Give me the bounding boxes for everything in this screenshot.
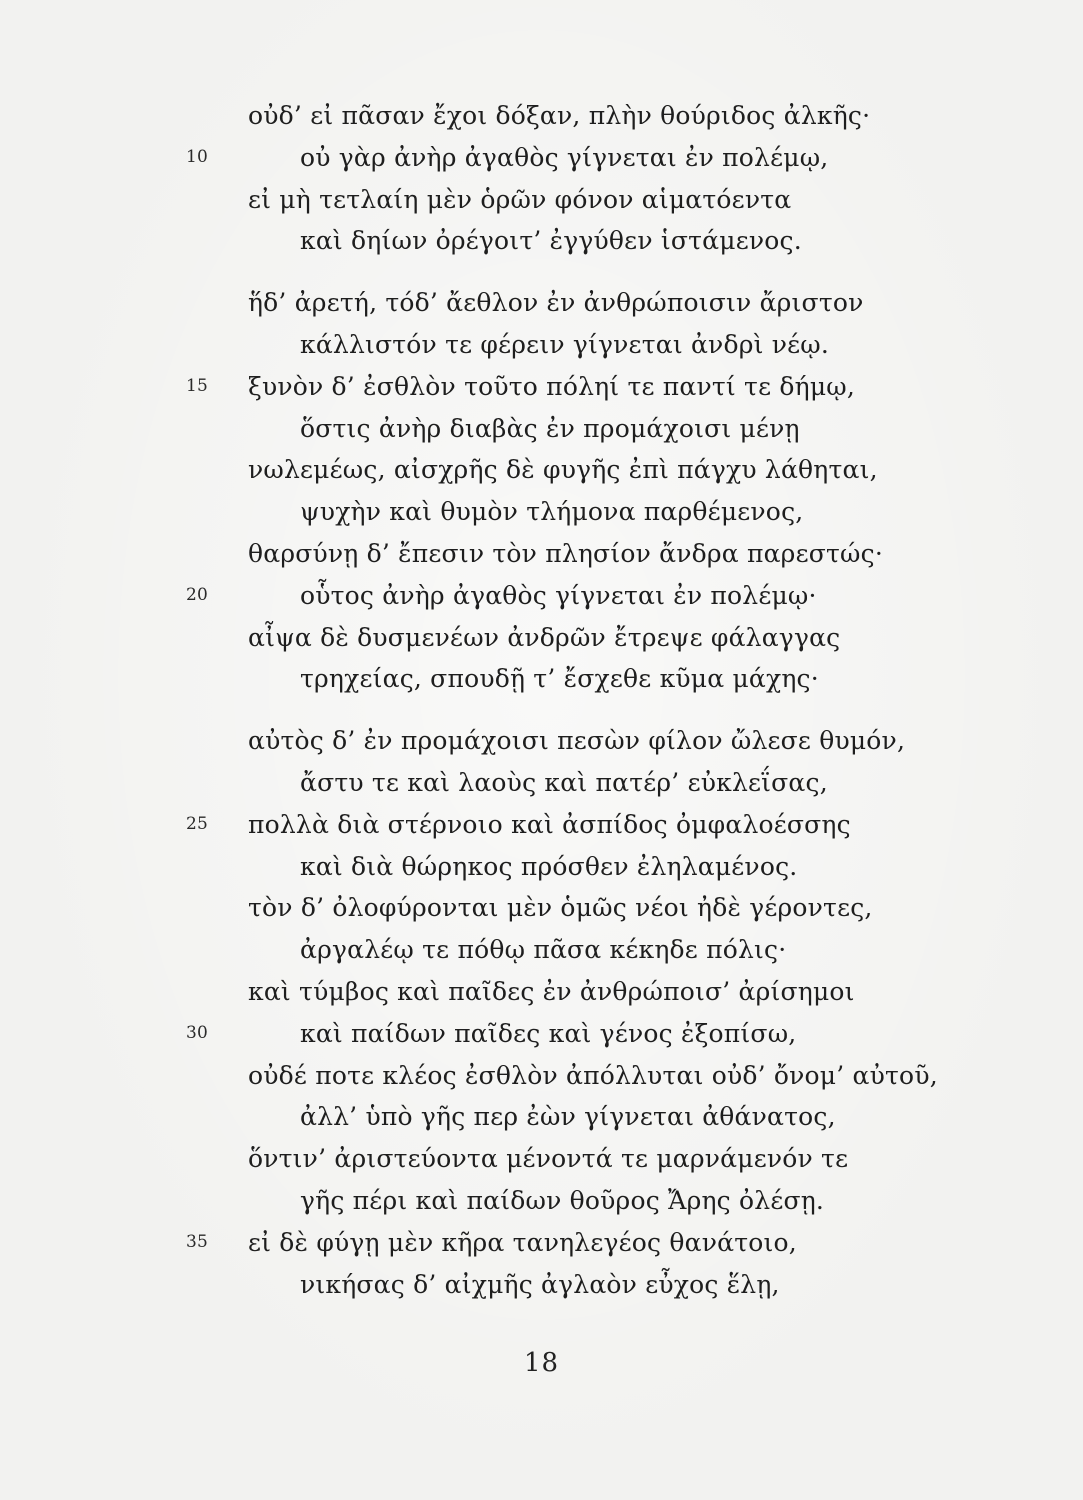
verse-line (0, 366, 1083, 408)
poem-text (0, 95, 1083, 1305)
verse-text: γῆς πέρι καὶ παίδων θοῦρος Ἄρης ὀλέσῃ. (300, 1185, 825, 1215)
verse-text: οὐδ’ εἰ πᾶσαν ἔχοι δόξαν, πλὴν θούριδος ἀλκῆς· (248, 101, 871, 130)
verse-text: καὶ διὰ θώρηκος πρόσθεν ἐληλαμένος. (300, 851, 798, 881)
verse-text: καὶ δηίων ὀρέγοιτ’ ἐγγύθεν ἱστάμενος. (300, 226, 802, 256)
verse-line (0, 762, 1083, 804)
page-number: 18 (523, 1348, 560, 1378)
verse-line (0, 282, 1083, 324)
verse-text: καὶ παίδων παῖδες καὶ γένος ἐξοπίσω, (300, 1018, 797, 1048)
verse-line (0, 971, 1083, 1013)
verse-line (0, 1013, 1083, 1055)
verse-line (0, 533, 1083, 575)
verse-text: ἥδ’ ἀρετή, τόδ’ ἄεθλον ἐν ἀνθρώποισιν ἄριστον (248, 288, 864, 318)
verse-text: ἄστυ τε καὶ λαοὺς καὶ πατέρ’ εὐκλεΐσας, (300, 767, 828, 797)
verse-text: οὐ γὰρ ἀνὴρ ἀγαθὸς γίγνεται ἐν πολέμῳ, (300, 142, 829, 172)
verse-text: ὅντιν’ ἀριστεύοντα μένοντά τε μαρνάμενόν τε (248, 1144, 849, 1174)
verse-line (0, 220, 1083, 262)
verse-line (0, 929, 1083, 971)
line-number: 10 (186, 146, 209, 167)
verse-line (0, 720, 1083, 762)
line-number: 35 (186, 1231, 209, 1252)
verse-line (0, 408, 1083, 450)
verse-line (0, 846, 1083, 888)
verse-line (0, 658, 1083, 700)
verse-line (0, 95, 1083, 137)
line-number: 20 (186, 584, 209, 605)
verse-text: εἰ δὲ φύγῃ μὲν κῆρα τανηλεγέος θανάτοιο, (248, 1227, 797, 1257)
stanza-gap (0, 700, 1083, 720)
verse-line (0, 617, 1083, 659)
verse-text: οὐδέ ποτε κλέος ἐσθλὸν ἀπόλλυται οὐδ’ ὄνομ’ αὐτοῦ, (248, 1060, 938, 1090)
verse-line (0, 1055, 1083, 1097)
verse-text: οὗτος ἀνὴρ ἀγαθὸς γίγνεται ἐν πολέμῳ· (300, 580, 817, 610)
verse-line (0, 887, 1083, 929)
verse-text: ξυνὸν δ’ ἐσθλὸν τοῦτο πόληί τε παντί τε δήμῳ, (248, 371, 855, 401)
verse-text: αἶψα δὲ δυσμενέων ἀνδρῶν ἔτρεψε φάλαγγας (248, 622, 841, 652)
verse-line (0, 1264, 1083, 1306)
line-number: 30 (186, 1022, 209, 1043)
verse-line (0, 491, 1083, 533)
line-number: 25 (186, 813, 209, 834)
verse-text: νωλεμέως, αἰσχρῆς δὲ φυγῆς ἐπὶ πάγχυ λάθηται, (248, 455, 878, 485)
verse-line (0, 137, 1083, 179)
verse-line (0, 449, 1083, 491)
verse-line (0, 179, 1083, 221)
verse-text: τρηχείας, σπουδῇ τ’ ἔσχεθε κῦμα μάχης· (300, 664, 819, 694)
verse-line (0, 575, 1083, 617)
verse-line (0, 1222, 1083, 1264)
verse-line (0, 1138, 1083, 1180)
verse-text: ἀργαλέῳ τε πόθῳ πᾶσα κέκηδε πόλις· (300, 935, 787, 965)
verse-text: θαρσύνῃ δ’ ἔπεσιν τὸν πλησίον ἄνδρα παρεστώς· (248, 538, 883, 568)
verse-text: ἀλλ’ ὑπὸ γῆς περ ἐὼν γίγνεται ἀθάνατος, (300, 1102, 836, 1132)
verse-text: ὅστις ἀνὴρ διαβὰς ἐν προμάχοισι μένῃ (300, 413, 800, 443)
verse-text: κάλλιστόν τε φέρειν γίγνεται ἀνδρὶ νέῳ. (300, 329, 830, 359)
verse-text: νικήσας δ’ αἰχμῆς ἀγλαὸν εὖχος ἕλῃ, (300, 1269, 780, 1299)
verse-text: πολλὰ διὰ στέρνοιο καὶ ἀσπίδος ὀμφαλοέσσης (248, 809, 851, 839)
verse-line (0, 1096, 1083, 1138)
verse-line (0, 804, 1083, 846)
verse-line (0, 1180, 1083, 1222)
verse-text: αὐτὸς δ’ ἐν προμάχοισι πεσὼν φίλον ὤλεσε θυμόν, (248, 726, 906, 756)
verse-text: εἰ μὴ τετλαίη μὲν ὁρῶν φόνον αἱματόεντα (248, 184, 792, 214)
line-number: 15 (186, 375, 209, 396)
stanza-gap (0, 262, 1083, 282)
verse-line (0, 324, 1083, 366)
verse-text: καὶ τύμβος καὶ παῖδες ἐν ἀνθρώποισ’ ἀρίσημοι (248, 976, 855, 1006)
verse-text: τὸν δ’ ὀλοφύρονται μὲν ὁμῶς νέοι ἠδὲ γέροντες, (248, 893, 873, 923)
verse-text: ψυχὴν καὶ θυμὸν τλήμονα παρθέμενος, (300, 497, 804, 527)
